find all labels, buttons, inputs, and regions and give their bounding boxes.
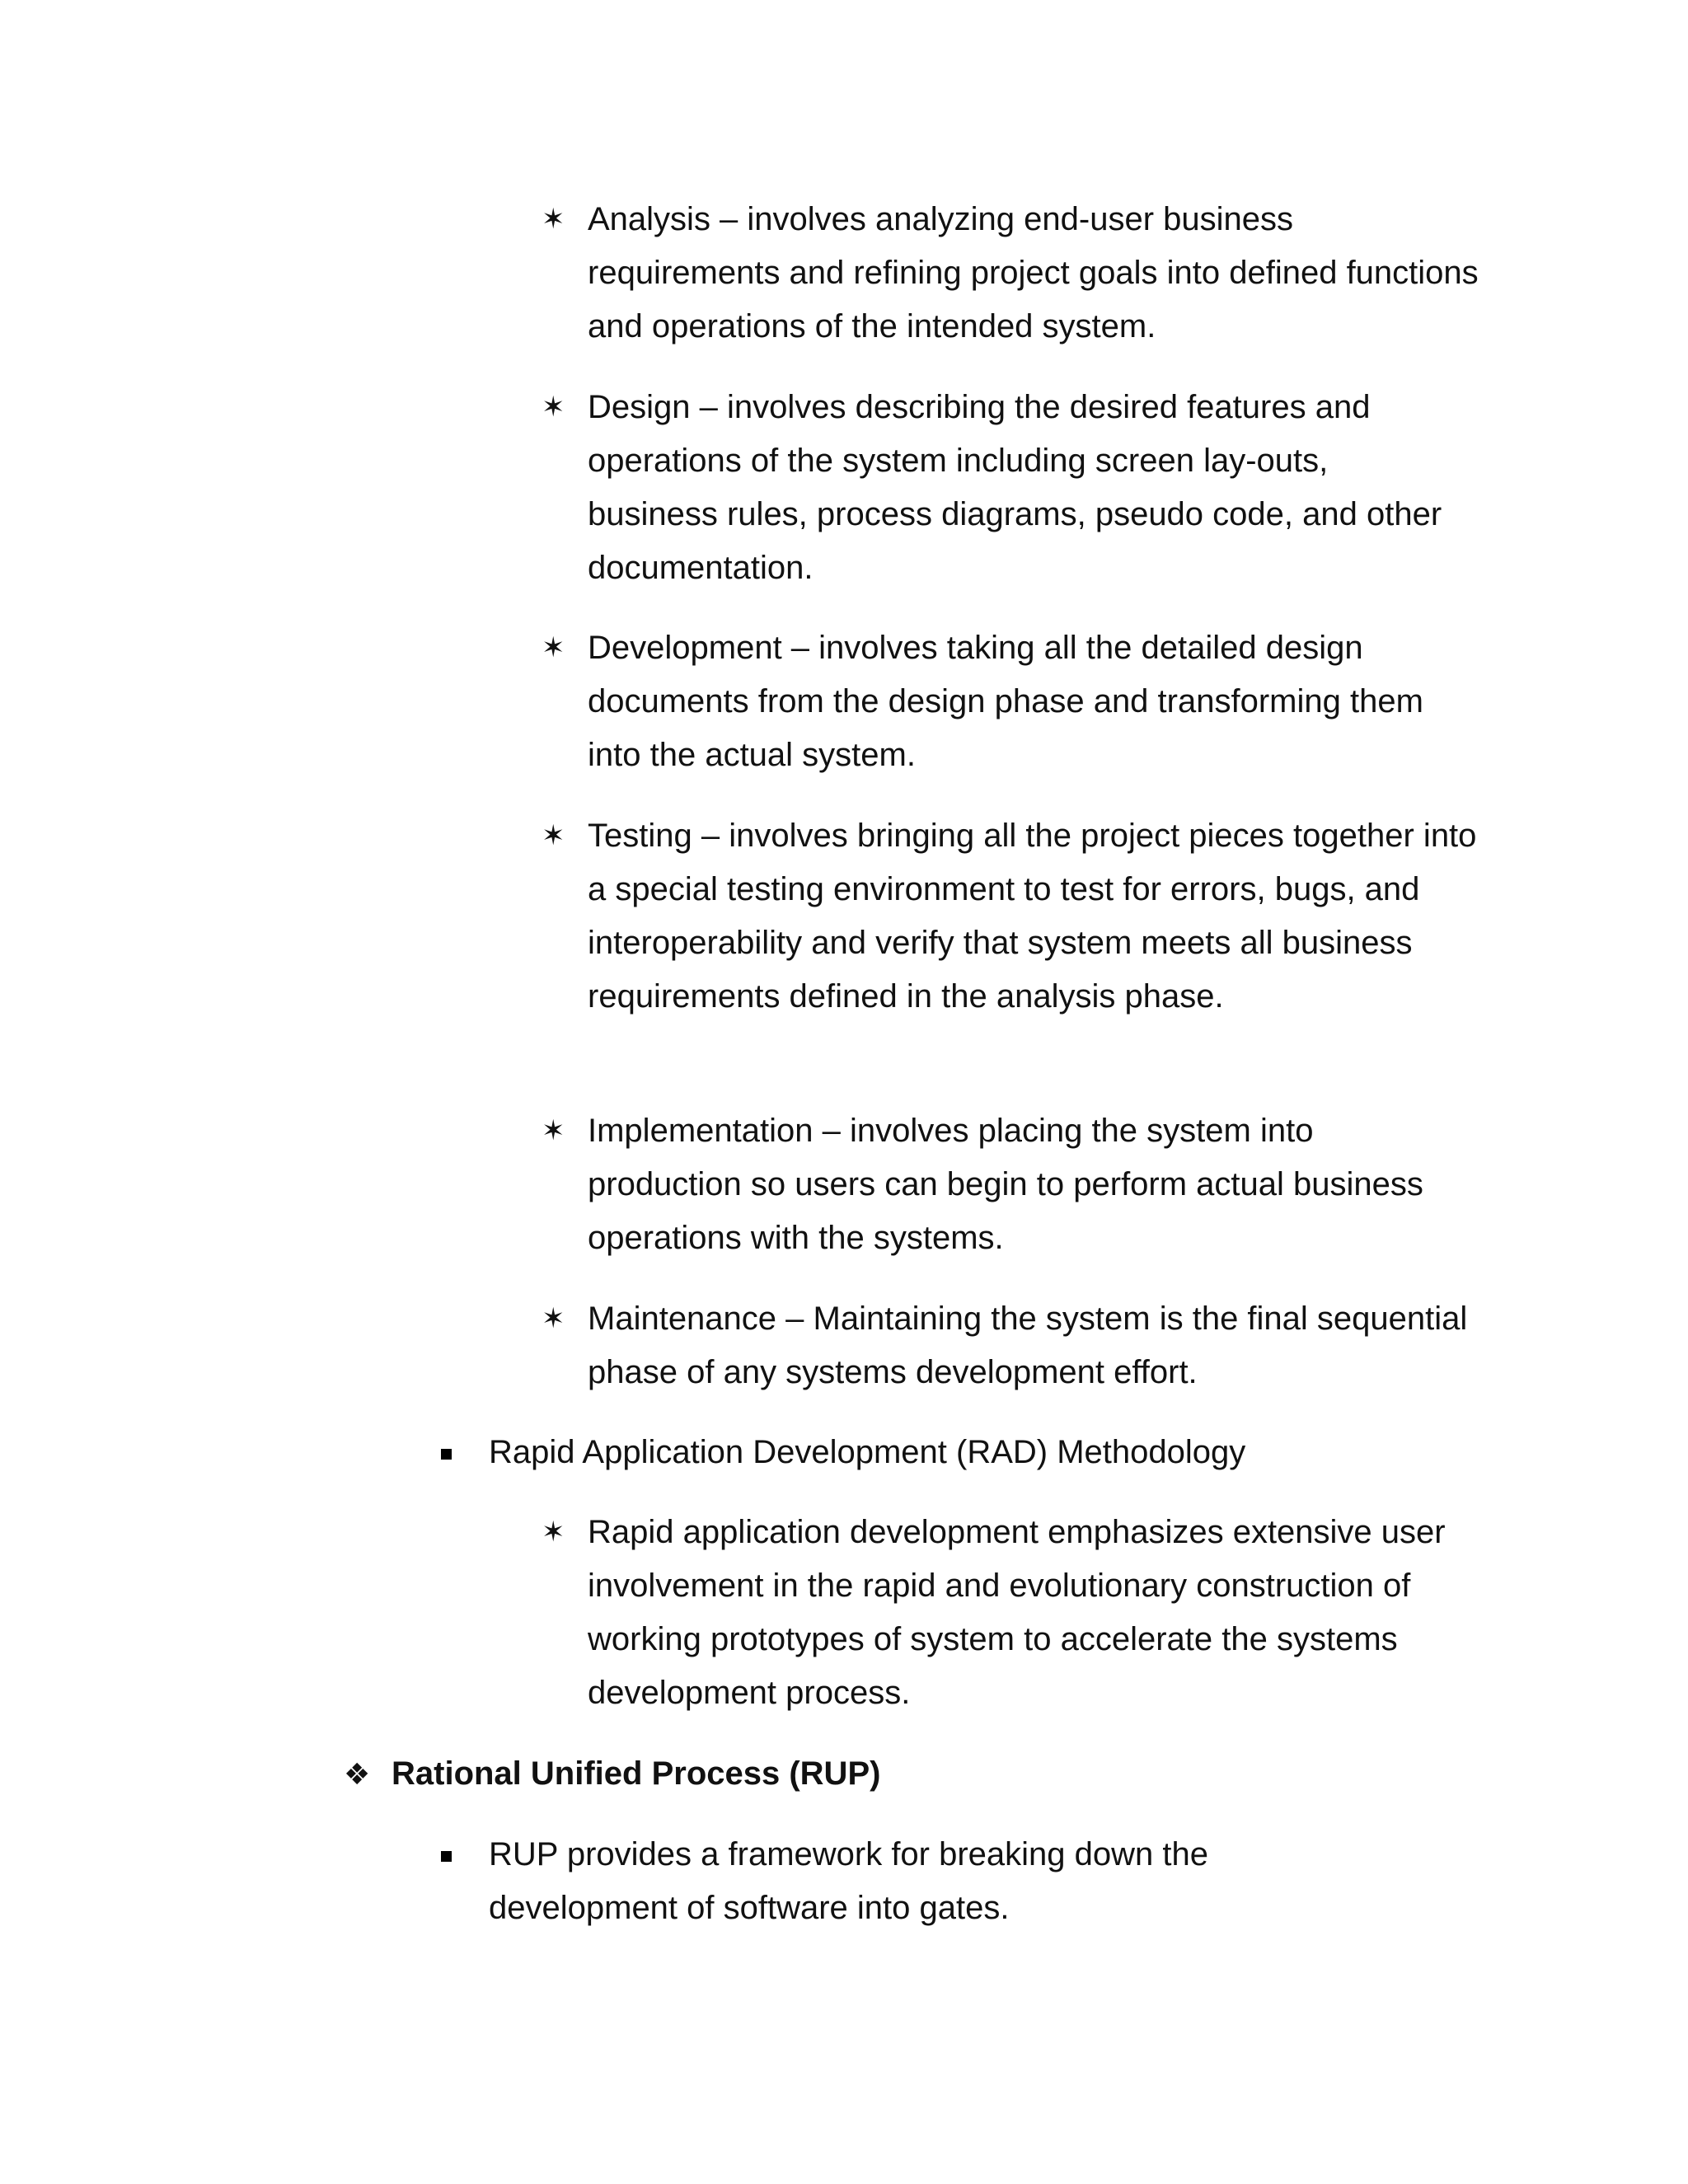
rup-detail-text: RUP provides a framework for breaking down the development of software into gates.	[489, 1836, 1209, 1926]
rad-heading: Rapid Application Development (RAD) Methodology	[489, 1434, 1246, 1470]
phase-maintenance	[542, 1292, 1507, 1399]
rup-heading: Rational Unified Process (RUP)	[392, 1755, 881, 1792]
star-bullet-icon: ✶	[542, 204, 565, 235]
phase-implementation-text: Implementation – involves placing the system into production so users can begin to perform actual business operations with the systems.	[588, 1113, 1423, 1256]
rup-section	[344, 1747, 1463, 1801]
star-bullet-icon: ✶	[542, 1303, 565, 1334]
square-bullet-icon	[441, 1851, 452, 1862]
phase-design	[542, 381, 1445, 595]
square-bullet-icon	[441, 1449, 452, 1460]
phase-testing	[542, 809, 1478, 1024]
star-bullet-icon: ✶	[542, 1115, 565, 1146]
phase-testing-text: Testing – involves bringing all the project pieces together into a special testing environment to test for errors, bugs, and interoperability and verify that system meets all business requirements defined in the analysis phase.	[588, 818, 1477, 1015]
phase-maintenance-text: Maintenance – Maintaining the system is the final sequential phase of any systems development effort.	[588, 1301, 1468, 1390]
phase-analysis	[542, 193, 1494, 354]
phase-implementation	[542, 1104, 1428, 1265]
phase-development-text: Development – involves taking all the detailed design documents from the design phase and transforming them into the actual system.	[588, 630, 1423, 773]
phase-development	[542, 621, 1465, 782]
rad-methodology	[489, 1426, 1478, 1479]
star-bullet-icon: ✶	[542, 820, 565, 851]
star-bullet-icon: ✶	[542, 632, 565, 663]
star-bullet-icon: ✶	[542, 391, 565, 423]
rup-detail	[489, 1828, 1313, 1935]
phase-design-text: Design – involves describing the desired features and operations of the system including screen lay-outs, business rules, process diagrams, pseudo code, and other documentation.	[588, 389, 1442, 586]
star-bullet-icon: ✶	[542, 1516, 565, 1548]
phase-analysis-text: Analysis – involves analyzing end-user business requirements and refining project goals into defined functions and operations of the intended system.	[588, 201, 1479, 344]
rad-detail	[542, 1506, 1465, 1720]
diamond-bullet-icon: ❖	[344, 1757, 371, 1791]
rad-detail-text: Rapid application development emphasizes extensive user involvement in the rapid and evolutionary construction of working prototypes of system to accelerate the systems development process.	[588, 1514, 1446, 1711]
